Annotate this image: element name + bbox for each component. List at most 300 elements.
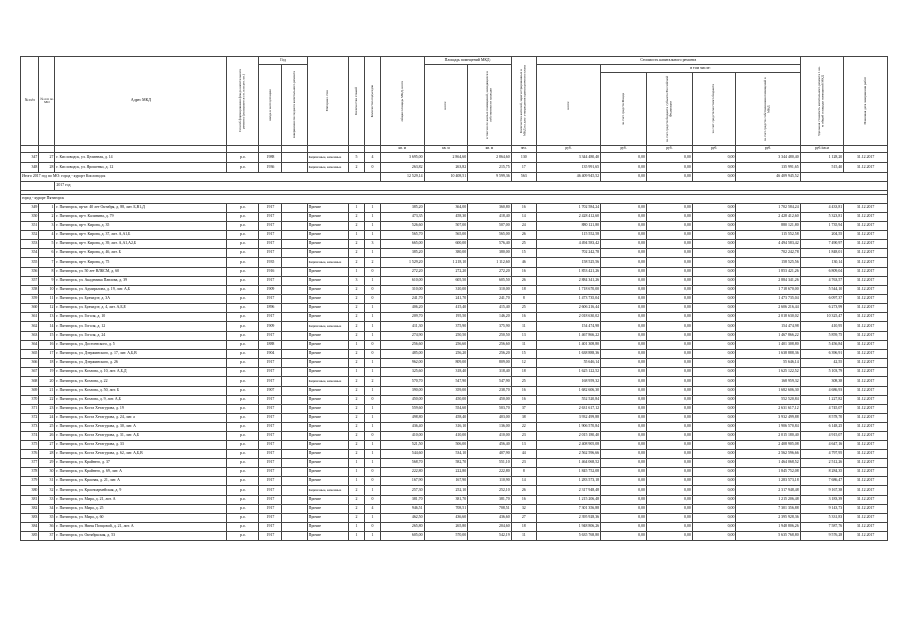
cell-entrances: 1 — [364, 213, 380, 222]
cell-wall-material: Прочие — [307, 387, 348, 396]
cell-cost-total: 115 552,58 — [536, 231, 600, 240]
cell-year-built: 1896 — [259, 304, 282, 313]
cell-cost-owners: 2 606 216,44 — [736, 304, 800, 313]
cell-year-last-repair — [282, 532, 307, 541]
cell-year-last-repair — [282, 295, 307, 304]
cell-row-number: 363 — [21, 332, 39, 341]
cell-total-area: 410,00 — [381, 432, 425, 441]
cell-wall-material: Прочие — [307, 350, 348, 359]
cell-area-total: 381,70 — [424, 496, 468, 505]
cell-wall-material: Прочие — [307, 304, 348, 313]
cell-specific-cost: 130,14 — [800, 258, 844, 268]
unit-cell — [227, 146, 259, 153]
cell-cost-local: 0,00 — [692, 459, 736, 468]
cell-area-residential: 241,70 — [468, 295, 512, 304]
cell-cost-local: 0,00 — [692, 477, 736, 486]
table-row — [21, 496, 888, 505]
cell-wall-material: Прочие — [307, 213, 348, 222]
cell-cost-local: 0,00 — [692, 423, 736, 432]
cell-area-total: 565,00 — [424, 231, 468, 240]
cell-address: г. Пятигорск, ул. Козлова, д. 10, лит. А,Б,Д — [55, 368, 227, 377]
cell-area-total: 256,60 — [424, 341, 468, 350]
cell-fund-method: р.о. — [227, 396, 259, 405]
cell-year-last-repair — [282, 414, 307, 423]
cell-residents: 32 — [511, 505, 536, 514]
cell-floors: 2 — [348, 414, 364, 423]
cell-cost-owners: 2 317 948,48 — [736, 486, 800, 496]
cell-cost-total: 702 242,78 — [536, 249, 600, 258]
cell-deadline: 31.12.2017 — [844, 450, 888, 459]
cell-entrances: 0 — [364, 396, 380, 405]
table-row — [21, 532, 888, 541]
cell-address: г. Пятигорск, ул. Мира, д. 60 — [55, 514, 227, 523]
cell-wall-material: Прочие — [307, 240, 348, 249]
cell-entrances: 1 — [364, 514, 380, 523]
cell-area-total: 316,10 — [424, 423, 468, 432]
cell-wall-material: Прочие — [307, 414, 348, 423]
cell-cost-fund: 0,00 — [601, 231, 647, 240]
cell-mo-number: 28 — [39, 163, 55, 173]
cell-entrances: 0 — [364, 268, 380, 277]
cell-cost-federal: 0,00 — [646, 405, 692, 414]
cell-cost-federal: 0,00 — [646, 432, 692, 441]
header-area-total: всего: — [424, 65, 468, 146]
cell-year-built: 1904 — [259, 350, 282, 359]
cell-area-residential: 605,50 — [468, 277, 512, 286]
cell-cost-federal: 0,00 — [646, 163, 692, 173]
cell-year-built: 1917 — [259, 414, 282, 423]
cell-row-number: 349 — [21, 204, 39, 213]
unit-cell — [364, 146, 380, 153]
cell-address: г. Пятигорск, ул. Коста Хетагурова, д. 19 — [55, 405, 227, 414]
cell-year-built: 1917 — [259, 222, 282, 231]
cell-specific-cost: 4 433,81 — [800, 204, 844, 213]
cell-specific-cost: 42,55 — [800, 359, 844, 368]
cell-area-total: 375,90 — [424, 322, 468, 332]
cell-deadline: 31.12.2017 — [844, 423, 888, 432]
cell-area-residential: 318,40 — [468, 368, 512, 377]
cell-cost-federal: 0,00 — [646, 322, 692, 332]
cell-entrances: 0 — [364, 350, 380, 359]
cell-area-residential: 407,90 — [468, 450, 512, 459]
cell-cost-fund: 0,00 — [601, 450, 647, 459]
cell-wall-material: Прочие — [307, 423, 348, 432]
cell-cost-owners: 1 906 570,84 — [736, 423, 800, 432]
cell-floors: 2 — [348, 486, 364, 496]
cell-wall-material: Прочие — [307, 231, 348, 240]
cell-entrances: 0 — [364, 341, 380, 350]
cell-area-total: 506,00 — [424, 441, 468, 450]
cell-specific-cost: 515,40 — [800, 163, 844, 173]
cell-specific-cost: 410,95 — [800, 322, 844, 332]
header-wall-material: Материал стен — [307, 57, 348, 146]
cell-specific-cost: 9 576,28 — [800, 532, 844, 541]
header-fund-method: Способ формирования фонда капитального ремонта (указывается ун. или рег. оп.) — [227, 57, 259, 146]
total-total-area: 12 529,14 — [381, 173, 425, 182]
cell-deadline: 31.12.2017 — [844, 468, 888, 477]
cell-address: г. Пятигорск, ул. Гоголя, д. 12 — [55, 322, 227, 332]
cell-area-total: 359,00 — [424, 387, 468, 396]
cell-year-last-repair — [282, 468, 307, 477]
cell-year-built: 1917 — [259, 332, 282, 341]
cell-wall-material: Прочие — [307, 277, 348, 286]
cell-area-total: 507,00 — [424, 222, 468, 231]
cell-area-residential: 503,70 — [468, 405, 512, 414]
cell-area-residential: 381,70 — [468, 496, 512, 505]
cell-wall-material: Прочие — [307, 341, 348, 350]
cell-mo-number: 32 — [39, 486, 55, 496]
cell-area-total: 554,60 — [424, 405, 468, 414]
cell-year-built: 1917 — [259, 423, 282, 432]
cell-total-area: 385,20 — [381, 249, 425, 258]
cell-area-total: 809,00 — [424, 359, 468, 368]
cell-entrances: 0 — [364, 477, 380, 486]
cell-year-built: 1917 — [259, 359, 282, 368]
cell-mo-number: 34 — [39, 505, 55, 514]
cell-residents: 15 — [511, 350, 536, 359]
table-row — [21, 313, 888, 322]
cell-year-built: 1917 — [259, 477, 282, 486]
cell-deadline: 31.12.2017 — [844, 368, 888, 377]
cell-cost-local: 0,00 — [692, 258, 736, 268]
table-row — [21, 368, 888, 377]
cell-total-area: 568,70 — [381, 459, 425, 468]
cell-fund-method: р.о. — [227, 304, 259, 313]
cell-deadline: 31.12.2017 — [844, 295, 888, 304]
table-row — [21, 350, 888, 359]
cell-address: г. Пятигорск, ул. Адмиралова, д. 19, лит. А,Б — [55, 286, 227, 295]
cell-year-last-repair — [282, 249, 307, 258]
cell-cost-federal: 0,00 — [646, 313, 692, 322]
header-residents: Количество жителей, зарегистрированных в МКД на дату утверждения краткосрочного плана — [511, 57, 536, 146]
cell-year-last-repair — [282, 387, 307, 396]
cell-area-residential: 256,60 — [468, 341, 512, 350]
cell-specific-cost: 4 686,93 — [800, 387, 844, 396]
cell-area-residential: 222,80 — [468, 468, 512, 477]
cell-cost-fund: 0,00 — [601, 313, 647, 322]
cell-deadline: 31.12.2017 — [844, 486, 888, 496]
cell-entrances: 2 — [364, 258, 380, 268]
cell-floors: 2 — [348, 514, 364, 523]
cell-cost-local: 0,00 — [692, 514, 736, 523]
cell-total-area: 436,40 — [381, 423, 425, 432]
cell-deadline: 31.12.2017 — [844, 441, 888, 450]
cell-wall-material: Прочие — [307, 468, 348, 477]
cell-floors: 2 — [348, 396, 364, 405]
cell-year-built: 1909 — [259, 286, 282, 295]
cell-cost-owners: 1 948 806,26 — [736, 523, 800, 532]
cell-cost-total: 1 845 752,08 — [536, 468, 600, 477]
cell-cost-local: 0,00 — [692, 240, 736, 249]
cell-area-residential: 238,70 — [468, 387, 512, 396]
cell-mo-number: 24 — [39, 414, 55, 423]
unit-cell: кв. м — [468, 146, 512, 153]
cell-area-residential: 1 112,60 — [468, 258, 512, 268]
cell-cost-fund: 0,00 — [601, 277, 647, 286]
cell-row-number: 374 — [21, 432, 39, 441]
table-row — [21, 249, 888, 258]
header-year-built: ввода в эксплуатацию — [259, 65, 282, 146]
cell-year-built: 1917 — [259, 213, 282, 222]
cell-total-area: 390,00 — [381, 387, 425, 396]
total-cost-local: 0,00 — [692, 173, 736, 182]
cell-cost-federal: 0,00 — [646, 396, 692, 405]
cell-wall-material: Кирпичные, каменные — [307, 322, 348, 332]
cell-mo-number: 19 — [39, 368, 55, 377]
cell-year-built: 1917 — [259, 249, 282, 258]
total-row — [21, 173, 888, 182]
cell-cost-federal: 0,00 — [646, 304, 692, 313]
table-row — [21, 396, 888, 405]
cell-floors: 2 — [348, 213, 364, 222]
cell-year-last-repair — [282, 240, 307, 249]
cell-fund-method: р.о. — [227, 286, 259, 295]
cell-deadline: 31.12.2017 — [844, 313, 888, 322]
unit-cell: кв. м — [424, 146, 468, 153]
cell-deadline: 31.12.2017 — [844, 477, 888, 486]
cell-cost-fund: 0,00 — [601, 423, 647, 432]
cell-cost-total: 880 121,80 — [536, 222, 600, 231]
cell-fund-method: р.о. — [227, 514, 259, 523]
cell-area-residential: 204,60 — [468, 523, 512, 532]
cell-cost-owners: 702 242,78 — [736, 249, 800, 258]
capital-repair-plan-table — [20, 56, 888, 541]
cell-fund-method: р.о. — [227, 459, 259, 468]
cell-cost-local: 0,00 — [692, 523, 736, 532]
cell-residents: 25 — [511, 304, 536, 313]
cell-floors: 1 — [348, 468, 364, 477]
cell-year-last-repair — [282, 313, 307, 322]
cell-row-number: 371 — [21, 405, 39, 414]
cell-cost-fund: 0,00 — [601, 368, 647, 377]
cell-wall-material: Прочие — [307, 514, 348, 523]
cell-deadline: 31.12.2017 — [844, 359, 888, 368]
cell-cost-total: 2 395 928,36 — [536, 514, 600, 523]
cell-mo-number: 17 — [39, 350, 55, 359]
cell-area-residential: 403,00 — [468, 414, 512, 423]
cell-cost-owners: 4 494 583,42 — [736, 240, 800, 249]
cell-year-built: 1917 — [259, 450, 282, 459]
cell-area-residential: 418,40 — [468, 213, 512, 222]
cell-cost-fund: 0,00 — [601, 204, 647, 213]
cell-floors: 2 — [348, 405, 364, 414]
cell-cost-owners: 1 702 584,24 — [736, 204, 800, 213]
cell-floors: 2 — [348, 359, 364, 368]
cell-cost-local: 0,00 — [692, 277, 736, 286]
cell-year-last-repair — [282, 441, 307, 450]
cell-year-last-repair — [282, 341, 307, 350]
cell-cost-fund: 0,00 — [601, 414, 647, 423]
cell-cost-federal: 0,00 — [646, 204, 692, 213]
cell-year-built: 1917 — [259, 486, 282, 496]
cell-total-area: 263,82 — [381, 163, 425, 173]
cell-wall-material: Прочие — [307, 432, 348, 441]
cell-cost-federal: 0,00 — [646, 387, 692, 396]
cell-area-total: 195,50 — [424, 313, 468, 322]
cell-area-total: 410,00 — [424, 432, 468, 441]
cell-mo-number: 11 — [39, 295, 55, 304]
cell-deadline: 31.12.2017 — [844, 332, 888, 341]
cell-year-built: 1917 — [259, 532, 282, 541]
cell-specific-cost: 2 512,26 — [800, 459, 844, 468]
cell-cost-fund: 0,00 — [601, 295, 647, 304]
cell-deadline: 31.12.2017 — [844, 350, 888, 359]
cell-row-number: 379 — [21, 477, 39, 486]
cell-fund-method: р.о. — [227, 268, 259, 277]
cell-year-built: 1917 — [259, 368, 282, 377]
cell-entrances: 0 — [364, 523, 380, 532]
cell-area-total: 272,20 — [424, 268, 468, 277]
cell-wall-material: Прочие — [307, 523, 348, 532]
cell-cost-federal: 0,00 — [646, 377, 692, 387]
cell-deadline: 31.12.2017 — [844, 496, 888, 505]
cell-mo-number: 4 — [39, 231, 55, 240]
table-row — [21, 377, 888, 387]
cell-floors: 1 — [348, 231, 364, 240]
cell-cost-federal: 0,00 — [646, 368, 692, 377]
cell-row-number: 362 — [21, 322, 39, 332]
cell-address: г. Пятигорск, ул. Нины Попцовой, д. 21, лит. А — [55, 523, 227, 532]
cell-row-number: 378 — [21, 468, 39, 477]
cell-total-area: 450,00 — [381, 396, 425, 405]
table-row — [21, 387, 888, 396]
cell-cost-fund: 0,00 — [601, 496, 647, 505]
cell-cost-fund: 0,00 — [601, 153, 647, 163]
cell-deadline: 31.12.2017 — [844, 322, 888, 332]
total-label: Итого 2017 год по МО: город - курорт Кисловодск — [21, 173, 381, 182]
cell-cost-federal: 0,00 — [646, 240, 692, 249]
cell-fund-method: р.о. — [227, 377, 259, 387]
cell-address: г. Пятигорск, ул. Коста Хетагурова, д. 33 — [55, 441, 227, 450]
cell-cost-total: 1 948 806,26 — [536, 523, 600, 532]
cell-deadline: 31.12.2017 — [844, 514, 888, 523]
table-row — [21, 486, 888, 496]
cell-cost-local: 0,00 — [692, 496, 736, 505]
cell-row-number: 370 — [21, 396, 39, 405]
cell-area-total: 534,10 — [424, 450, 468, 459]
cell-cost-fund: 0,00 — [601, 468, 647, 477]
cell-cost-fund: 0,00 — [601, 405, 647, 414]
cell-deadline: 31.12.2017 — [844, 222, 888, 231]
cell-cost-total: 1 853 421,26 — [536, 268, 600, 277]
cell-fund-method: р.о. — [227, 505, 259, 514]
cell-floors: 2 — [348, 295, 364, 304]
header-num-pp: № п/п — [21, 57, 39, 146]
cell-address: г. Пятигорск, ул. Коста Хетагурова, д. 30, лит. А — [55, 423, 227, 432]
cell-entrances: 1 — [364, 231, 380, 240]
cell-cost-total: 3 344 480,40 — [536, 153, 600, 163]
cell-specific-cost: 5 544,10 — [800, 286, 844, 295]
cell-area-total: 415,40 — [424, 304, 468, 313]
cell-cost-local: 0,00 — [692, 341, 736, 350]
cell-cost-local: 0,00 — [692, 450, 736, 459]
cell-cost-total: 2 884 341,26 — [536, 277, 600, 286]
cell-area-residential: 110,90 — [468, 477, 512, 486]
cell-cost-total: 3 932 499,88 — [536, 414, 600, 423]
cell-mo-number: 29 — [39, 459, 55, 468]
table-row — [21, 332, 888, 341]
cell-fund-method: р.о. — [227, 258, 259, 268]
cell-entrances: 0 — [364, 432, 380, 441]
cell-floors: 5 — [348, 153, 364, 163]
cell-entrances: 1 — [364, 441, 380, 450]
cell-entrances: 2 — [364, 377, 380, 387]
cell-floors: 1 — [348, 459, 364, 468]
cell-cost-total: 2 317 948,48 — [536, 486, 600, 496]
header-address: Адрес МКД — [55, 57, 227, 146]
unit-cell: чел. — [511, 146, 536, 153]
cell-row-number: 373 — [21, 423, 39, 432]
cell-year-last-repair — [282, 423, 307, 432]
cell-floors: 1 — [348, 204, 364, 213]
cell-year-last-repair — [282, 286, 307, 295]
cell-deadline: 31.12.2017 — [844, 268, 888, 277]
cell-cost-local: 0,00 — [692, 322, 736, 332]
cell-row-number: 348 — [21, 163, 39, 173]
cell-total-area: 167,90 — [381, 477, 425, 486]
cell-deadline: 31.12.2017 — [844, 396, 888, 405]
cell-cost-local: 0,00 — [692, 405, 736, 414]
cell-residents: 46 — [511, 258, 536, 268]
cell-cost-total: 4 494 583,42 — [536, 240, 600, 249]
cell-wall-material: Прочие — [307, 295, 348, 304]
unit-cell — [307, 146, 348, 153]
cell-cost-local: 0,00 — [692, 387, 736, 396]
cell-cost-total: 135 991,65 — [536, 163, 600, 173]
total-area-total: 10 408,51 — [424, 173, 468, 182]
table-row — [21, 477, 888, 486]
cell-fund-method: р.о. — [227, 341, 259, 350]
cell-deadline: 31.12.2017 — [844, 277, 888, 286]
cell-cost-owners: 1 625 122,52 — [736, 368, 800, 377]
cell-area-residential: 2 864,60 — [468, 153, 512, 163]
cell-total-area: 241,70 — [381, 295, 425, 304]
header-floors: Количество этажей — [348, 57, 364, 146]
cell-entrances: 1 — [364, 450, 380, 459]
cell-address: г. Кисловодск, ул. Целинная, д. 14 — [55, 153, 227, 163]
header-cost-local: за счет средств местного бюджета — [692, 73, 736, 146]
cell-row-number: 366 — [21, 359, 39, 368]
cell-cost-owners: 158 525,56 — [736, 258, 800, 268]
cell-area-residential: 551,10 — [468, 459, 512, 468]
table-row — [21, 405, 888, 414]
cell-year-built: 1917 — [259, 204, 282, 213]
cell-year-built: 1917 — [259, 377, 282, 387]
cell-wall-material: Прочие — [307, 532, 348, 541]
unit-cell: руб. — [692, 146, 736, 153]
cell-fund-method: р.о. — [227, 414, 259, 423]
cell-entrances: 1 — [364, 249, 380, 258]
cell-wall-material: Прочие — [307, 313, 348, 322]
cell-residents: 16 — [511, 396, 536, 405]
cell-fund-method: р.о. — [227, 432, 259, 441]
cell-fund-method: р.о. — [227, 532, 259, 541]
cell-cost-fund: 0,00 — [601, 341, 647, 350]
cell-area-total: 256,20 — [424, 350, 468, 359]
cell-fund-method: р.о. — [227, 249, 259, 258]
cell-cost-federal: 0,00 — [646, 523, 692, 532]
cell-cost-federal: 0,00 — [646, 341, 692, 350]
cell-specific-cost: 7 686,47 — [800, 477, 844, 486]
cell-cost-total: 2 562 596,66 — [536, 450, 600, 459]
cell-year-built: 1916 — [259, 268, 282, 277]
cell-cost-federal: 0,00 — [646, 414, 692, 423]
cell-year-built: 1917 — [259, 313, 282, 322]
cell-deadline: 31.12.2017 — [844, 240, 888, 249]
cell-specific-cost: 6 809,04 — [800, 268, 844, 277]
header-deadline: Плановая дата завершения работ — [844, 57, 888, 146]
cell-entrances: 1 — [364, 414, 380, 423]
